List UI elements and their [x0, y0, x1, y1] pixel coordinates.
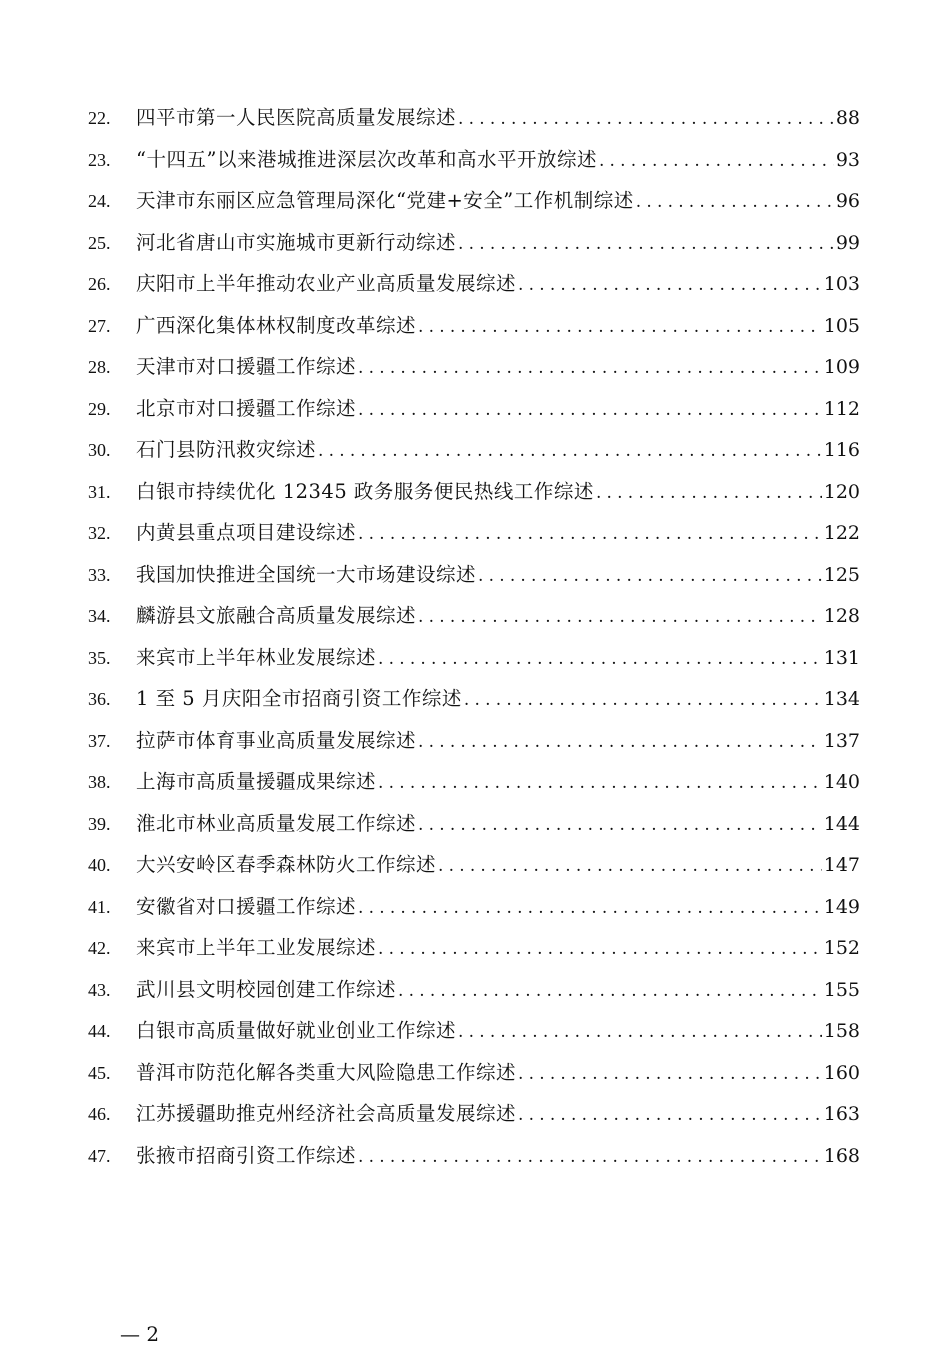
toc-entry[interactable]	[88, 554, 860, 596]
toc-entry[interactable]	[88, 761, 860, 803]
toc-entry-page: 109	[823, 356, 860, 378]
toc-entry-number: 29.	[88, 398, 111, 419]
toc-entry-page: 116	[823, 439, 860, 461]
toc-entry[interactable]	[88, 1052, 860, 1094]
toc-dot-leader	[599, 141, 834, 183]
toc-entry-page: 134	[823, 688, 860, 710]
toc-entry-title: “十四五”以来港城推进深层次改革和高水平开放综述	[136, 147, 597, 171]
toc-entry-page: 103	[823, 273, 860, 295]
toc-entry-title: 麟游县文旅融合高质量发展综述	[136, 604, 417, 627]
toc-entry[interactable]	[88, 678, 860, 720]
toc-entry-page: 93	[835, 148, 860, 171]
toc-entry-number: 45.	[88, 1062, 111, 1083]
toc-dot-leader	[478, 556, 822, 598]
toc-entry-number: 27.	[88, 315, 111, 336]
toc-entry-page: 125	[823, 563, 860, 586]
toc-dot-leader	[318, 431, 822, 473]
toc-entry-page: 120	[823, 480, 860, 503]
toc-entry-page: 140	[823, 771, 860, 793]
toc-entry-title: 内黄县重点项目建设综述	[136, 521, 357, 544]
toc-entry-number: 46.	[88, 1104, 111, 1124]
toc-entry-page: 163	[823, 1103, 860, 1125]
toc-entry[interactable]	[88, 969, 860, 1011]
toc-dot-leader	[596, 473, 822, 515]
toc-entry-title: 武川县文明校园创建工作综述	[136, 977, 397, 1001]
toc-entry-title: 来宾市上半年工业发展综述	[136, 936, 377, 959]
toc-dot-leader	[358, 390, 822, 432]
toc-entry[interactable]	[88, 471, 860, 513]
toc-entry-page: 168	[823, 1144, 860, 1167]
toc-entry-number: 32.	[88, 523, 111, 543]
toc-entry-page: 88	[835, 107, 860, 129]
toc-dot-leader	[358, 1137, 822, 1179]
toc-dot-leader	[418, 597, 822, 639]
toc-entry[interactable]	[88, 886, 860, 928]
toc-dot-leader	[378, 929, 822, 971]
toc-entry-title: 庆阳市上半年推动农业产业高质量发展综述	[136, 272, 517, 295]
toc-entry[interactable]	[88, 512, 860, 554]
page-number-footer: — 2	[120, 1322, 160, 1346]
toc-dot-leader	[464, 680, 822, 722]
toc-entry-page: 112	[823, 397, 860, 420]
toc-entry-page: 158	[823, 1020, 860, 1042]
toc-entry-page: 149	[823, 895, 860, 918]
toc-entry-page: 144	[823, 812, 860, 835]
toc-dot-leader	[378, 763, 822, 805]
toc-entry-title: 安徽省对口援疆工作综述	[136, 894, 357, 918]
toc-entry[interactable]	[88, 305, 860, 347]
toc-entry-number: 33.	[88, 564, 111, 585]
toc-entry-number: 28.	[88, 357, 111, 377]
toc-entry-title: 上海市高质量援疆成果综述	[136, 770, 377, 793]
toc-entry-number: 22.	[88, 108, 111, 128]
toc-entry[interactable]	[88, 1010, 860, 1052]
toc-entry[interactable]	[88, 803, 860, 845]
toc-entry-number: 44.	[88, 1021, 111, 1041]
toc-entry-page: 128	[823, 605, 860, 627]
toc-dot-leader	[358, 348, 822, 390]
toc-dot-leader	[518, 265, 822, 307]
toc-entry-number: 26.	[88, 274, 111, 294]
toc-entry-number: 40.	[88, 855, 111, 875]
toc-entry[interactable]	[88, 844, 860, 886]
toc-entry-page: 99	[835, 231, 860, 254]
toc-entry[interactable]	[88, 180, 860, 222]
toc-entry-number: 43.	[88, 979, 111, 1000]
toc-entry-title: 拉萨市体育事业高质量发展综述	[136, 728, 417, 752]
toc-entry-page: 147	[823, 854, 860, 876]
toc-entry[interactable]	[88, 1093, 860, 1135]
toc-entry-title: 普洱市防范化解各类重大风险隐患工作综述	[136, 1060, 517, 1084]
toc-dot-leader	[418, 805, 822, 847]
toc-entry-number: 47.	[88, 1145, 111, 1166]
toc-entry-title: 广西深化集体林权制度改革综述	[136, 313, 417, 337]
toc-entry-title: 北京市对口援疆工作综述	[136, 396, 357, 420]
toc-entry-title: 天津市对口援疆工作综述	[136, 355, 357, 378]
toc-entry[interactable]	[88, 139, 860, 181]
toc-entry-number: 31.	[88, 481, 111, 502]
toc-entry-page: 122	[823, 522, 860, 544]
toc-entry-title: 四平市第一人民医院高质量发展综述	[136, 106, 457, 129]
toc-entry-title: 石门县防汛救灾综述	[136, 438, 317, 461]
toc-entry[interactable]	[88, 429, 860, 471]
toc-entry-number: 41.	[88, 896, 111, 917]
toc-entry-page: 96	[835, 190, 860, 212]
toc-entry-page: 105	[823, 314, 860, 337]
toc-dot-leader	[378, 639, 822, 681]
toc-entry-page: 131	[823, 646, 860, 669]
toc-entry-page: 155	[823, 978, 860, 1001]
toc-entry-number: 25.	[88, 232, 111, 253]
toc-entry-title: 白银市持续优化 12345 政务服务便民热线工作综述	[136, 479, 594, 503]
toc-entry[interactable]	[88, 1135, 860, 1177]
toc-dot-leader	[398, 971, 822, 1013]
toc-entry[interactable]	[88, 263, 860, 305]
toc-entry-number: 39.	[88, 813, 111, 834]
toc-entry-title: 白银市高质量做好就业创业工作综述	[136, 1019, 457, 1042]
toc-entry[interactable]	[88, 222, 860, 264]
toc-entry-title: 我国加快推进全国统一大市场建设综述	[136, 562, 477, 586]
toc-entry[interactable]	[88, 720, 860, 762]
toc-entry-number: 34.	[88, 606, 111, 626]
toc-entry[interactable]	[88, 346, 860, 388]
toc-entry-title: 淮北市林业高质量发展工作综述	[136, 811, 417, 835]
toc-entry-number: 35.	[88, 647, 111, 668]
toc-entry-number: 36.	[88, 689, 111, 709]
toc-entry-title: 1 至 5 月庆阳全市招商引资工作综述	[136, 687, 462, 710]
toc-entry[interactable]	[88, 927, 860, 969]
toc-entry-page: 137	[823, 729, 860, 752]
toc-entry-title: 江苏援疆助推克州经济社会高质量发展综述	[136, 1102, 517, 1125]
toc-dot-leader	[418, 722, 822, 764]
toc-entry-number: 38.	[88, 772, 111, 792]
toc-dot-leader	[418, 307, 822, 349]
toc-entry-number: 24.	[88, 191, 111, 211]
toc-dot-leader	[636, 182, 834, 224]
toc-entry-number: 37.	[88, 730, 111, 751]
toc-dot-leader	[358, 514, 822, 556]
toc-entry[interactable]	[88, 595, 860, 637]
toc-entry-number: 23.	[88, 149, 111, 170]
toc-entry[interactable]	[88, 97, 860, 139]
toc-dot-leader	[518, 1095, 822, 1137]
toc-dot-leader	[518, 1054, 822, 1096]
toc-dot-leader	[358, 888, 822, 930]
toc-entry-title: 天津市东丽区应急管理局深化“党建+安全”工作机制综述	[136, 189, 634, 212]
toc-dot-leader	[458, 99, 834, 141]
toc-entry-title: 河北省唐山市实施城市更新行动综述	[136, 230, 457, 254]
toc-entry-page: 152	[823, 937, 860, 959]
toc-entry-page: 160	[823, 1061, 860, 1084]
toc-entry-number: 30.	[88, 440, 111, 460]
toc-dot-leader	[438, 846, 822, 888]
toc-entry[interactable]	[88, 388, 860, 430]
table-of-contents	[88, 97, 860, 1176]
toc-entry-title: 大兴安岭区春季森林防火工作综述	[136, 853, 437, 876]
toc-dot-leader	[458, 224, 834, 266]
toc-entry[interactable]	[88, 637, 860, 679]
toc-entry-title: 来宾市上半年林业发展综述	[136, 645, 377, 669]
toc-dot-leader	[458, 1012, 822, 1054]
toc-entry-number: 42.	[88, 938, 111, 958]
toc-entry-title: 张掖市招商引资工作综述	[136, 1143, 357, 1167]
